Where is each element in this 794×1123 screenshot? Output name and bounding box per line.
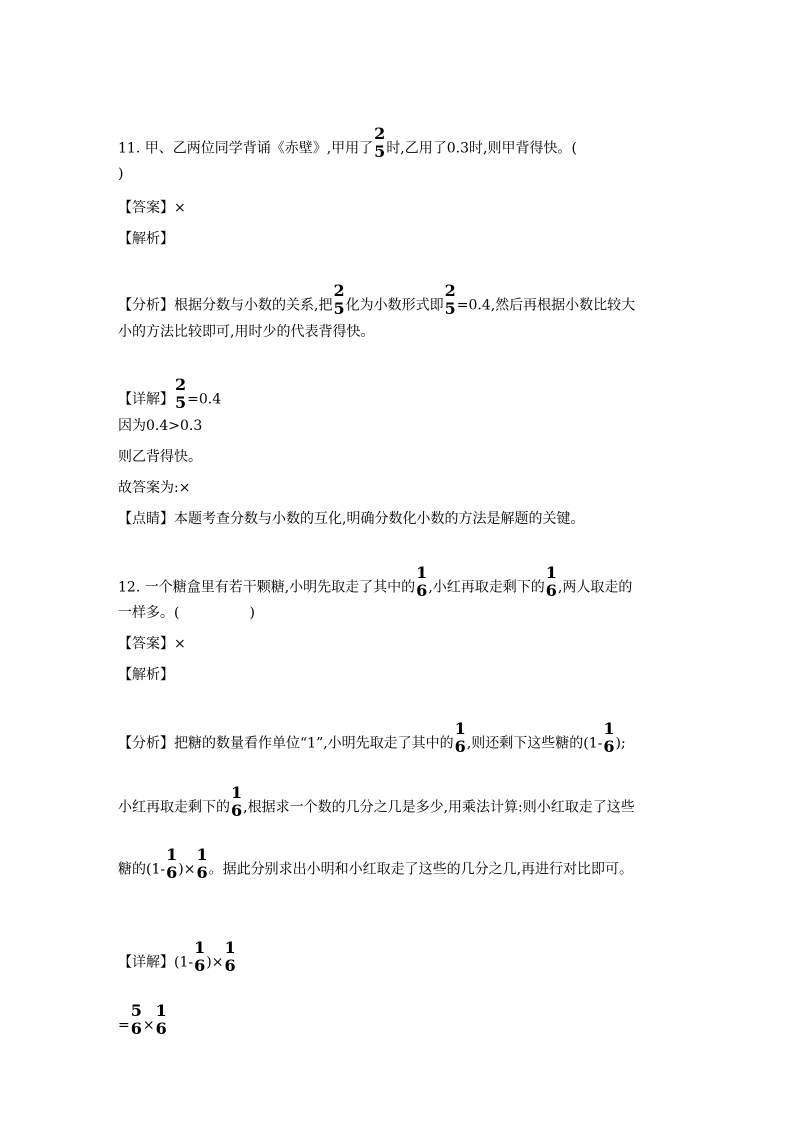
q11-analysis-title: 【解析】 [118, 231, 174, 247]
q11-comment: 【点睛】本题考查分数与小数的互化,明确分数化小数的方法是解题的关键。 [118, 511, 585, 527]
q11-analysis-line2: 小的方法比较即可,用时少的代表背得快。 [118, 324, 375, 340]
fraction-two-fifths: 2 5 [175, 375, 187, 412]
q11-analysis: 【分析】根据分数与小数的关系,把 2 5 化为小数形式即 2 5 =0.4,然后再根据小数比较大 [118, 281, 636, 318]
q11-then: 则乙背得快。 [118, 449, 202, 465]
fraction-one-sixth: 1 6 [545, 563, 557, 600]
q12-stem-line2: 一样多。( ) [118, 605, 255, 621]
fraction-one-sixth: 1 6 [231, 783, 243, 820]
q11-stem [118, 124, 577, 166]
q11-answer: 【答案】× [118, 200, 186, 216]
q11-final-answer: 故答案为:× [118, 480, 191, 496]
fraction-one-sixth: 1 6 [166, 845, 178, 882]
q11-detail: 【详解】 2 5 =0.4 [118, 375, 222, 412]
q12-answer: 【答案】× [118, 636, 186, 652]
q12-stem: 12. 一个糖盒里有若干颗糖,小明先取走了其中的 1 6 ,小红再取走剩下的 1 6 ,两人取走的 [118, 563, 633, 600]
fraction-five-sixths: 5 6 [130, 1001, 142, 1038]
fraction-two-fifths: 2 5 [444, 281, 456, 318]
q12-analysis: 【分析】把糖的数量看作单位“1”,小明先取走了其中的 1 6 ,则还剩下这些糖的(1- 1 6 ); [118, 719, 626, 756]
q12-analysis-line3: 糖的(1- 1 6 )× 1 6 。据此分别求出小明和小红取走了这些的几分之几,再进行对比即可。 [118, 845, 634, 882]
fraction-two-fifths: 2 5 [374, 124, 386, 161]
fraction-one-sixth: 1 6 [155, 1001, 167, 1038]
q11-stem-text-a: 11. 甲、乙两位同学背诵《赤壁》,甲用了 [118, 140, 374, 157]
q12-analysis-title: 【解析】 [118, 667, 174, 683]
q12-detail-step2: = 5 6 × 1 6 [118, 1001, 167, 1038]
fraction-one-sixth: 1 6 [196, 845, 208, 882]
q11-stem-close: ) [118, 166, 124, 182]
q11-stem-text-b: 时,乙用了0.3时,则甲背得快。( [386, 140, 577, 157]
q12-detail: 【详解】(1- 1 6 )× 1 6 [118, 938, 236, 975]
fraction-one-sixth: 1 6 [416, 563, 428, 600]
fraction-one-sixth: 1 6 [454, 719, 466, 756]
q12-analysis-line2: 小红再取走剩下的 1 6 ,根据求一个数的几分之几是多少,用乘法计算:则小红取走了这些 [118, 783, 635, 820]
fraction-one-sixth: 1 6 [224, 938, 236, 975]
fraction-one-sixth: 1 6 [194, 938, 206, 975]
q11-because: 因为0.4>0.3 [118, 418, 203, 434]
fraction-two-fifths: 2 5 [333, 281, 345, 318]
fraction-one-sixth: 1 6 [603, 719, 615, 756]
